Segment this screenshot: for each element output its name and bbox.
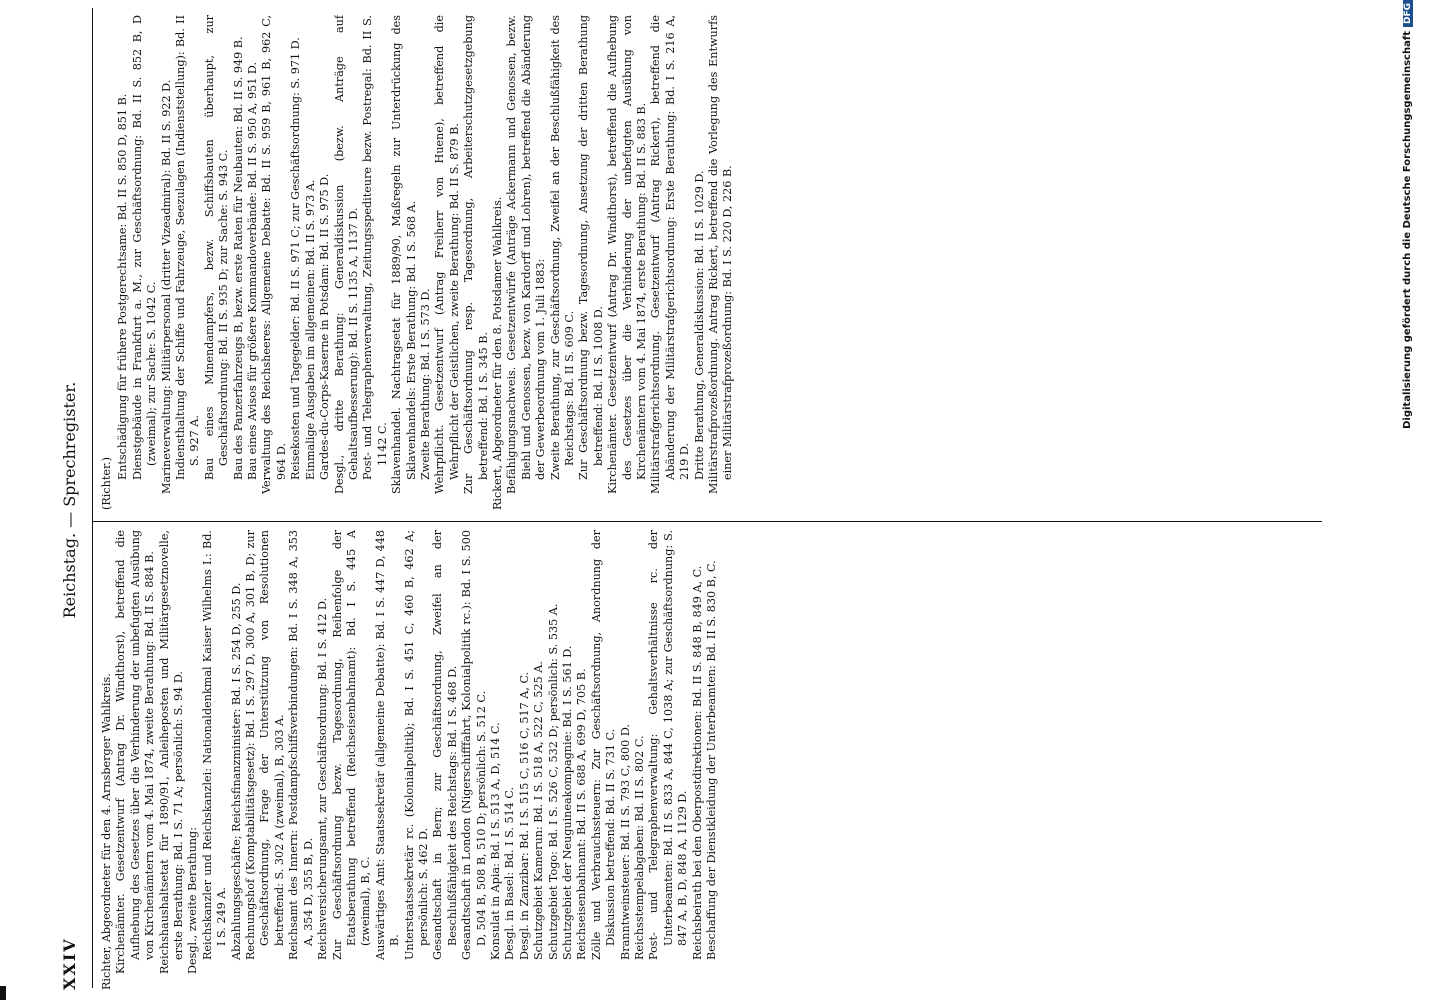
left-column [100, 530, 1315, 990]
index-entry: Kirchenämter. Gesetzentwurf (Antrag Dr. Windthorst), betreffend die Aufhebung des Gesetzes über die Verhinderung der unbefugten Ausübung von Kirchenämtern vom 4. Mai 1874, erste Berathung: Bd. II S. 883 B. [606, 15, 649, 494]
running-head: Reichstag. — Sprechregister. [60, 381, 79, 619]
index-entry: Beschaffung der Dienstkleidung der Unterbeamten: Bd. II S. 830 B, C. [705, 560, 719, 960]
index-entry: Post- und Telegraphenverwaltung, Zeitungsspediteure bezw. Postregal: Bd. II S. 1142 C. [361, 15, 389, 480]
index-entry: Reichskanzler und Reichskanzlei: Nationaldenkmal Kaiser Wilhelms I.: Bd. I S. 249 A. [200, 530, 229, 960]
index-entry: Gardes-du-Corps-Kaserne in Potsdam: Bd. II S. 975 D. [318, 173, 332, 480]
right-column [100, 15, 1315, 510]
index-entry: Reisekosten und Tagegelder: Bd. II S. 971 C; zur Geschäftsordnung: S. 971 D. [289, 37, 303, 480]
index-entry: Schutzgebiet Kamerun: Bd. I S. 518 A, 522 C, 525 A. [532, 661, 546, 960]
index-entry: Zur Geschäftsordnung bezw. Tagesordnung, Ansetzung der dritten Berathung betreffend: Bd. II S. 1008 D. [577, 15, 605, 480]
index-entry: Indiensthaltung der Schiffe und Fahrzeuge, Seezulagen (Indienststellung): Bd. II S. 927 A. [174, 15, 202, 480]
column-divider [92, 521, 1322, 522]
index-entry: Reichseisenbahnamt: Bd. II S. 688 A, 699 D, 705 B. [575, 668, 589, 960]
index-entry: Zur Geschäftsordnung bezw. Tagesordnung, Reihenfolge der Etatsberathung betreffend (Reichseisenbahnamt): Bd. I S. 445 A (zweimal), B, C. [330, 530, 373, 960]
index-entry: Zweite Berathung, zur Geschäftsordnung, Zweifel an der Beschlußfähigkeit des Reichstags: Bd. II S. 609 C. [548, 15, 576, 480]
credit-text: Digitalisierung gefördert durch die Deutsche Forschungsgemeinschaft [1402, 31, 1413, 429]
index-entry: Branntweinsteuer: Bd. II S. 793 C, 800 D. [618, 724, 632, 960]
index-entry: Desgl. in Basel: Bd. I S. 514 C. [503, 786, 517, 960]
index-entry: Kirchenämter. Gesetzentwurf (Antrag Dr. Windthorst), betreffend die Aufhebung des Gesetzes über die Verhinderung der unbefugten Ausübung von Kirchenämtern vom 4. Mai 1874, zweite Berathung: Bd. II S. 884 B. [114, 530, 157, 974]
index-entry: Militärstrafgerichtsordnung. Gesetzentwurf (Antrag Rickert), betreffend die Abänderung der Militärstrafgerichtsordnung: Erste Berathung: Bd. I S. 216 A, 219 D. [649, 15, 692, 494]
index-entry: Wehrpflicht. Gesetzentwurf (Antrag Freiherr von Huene), betreffend die Wehrpflicht der Geistlichen, zweite Berathung: Bd. II S. 879 B. [433, 15, 461, 494]
index-entry: Befähigungsnachweis. Gesetzentwürfe (Anträge Ackermann und Genossen, bezw. Biehl und Genossen, bezw. von Kardorff und Lohren), betreffend die Abänderung der Gewerbeordnung vom 1. Juli 1883: [505, 15, 548, 494]
index-entry: Konsulat in Apia: Bd. I S. 513 A, D, 514 C. [488, 722, 502, 960]
index-entry: Reichsstempelabgaben: Bd. II S. 802 C. [633, 735, 647, 960]
index-entry: Desgl., zweite Berathung: [186, 827, 200, 974]
index-entry: Militärstrafprozeßordnung. Antrag Rickert, betreffend die Vorlegung des Entwurfs einer Militärstrafprozeßordnung: Bd. I S. 220 D, 226 B. [707, 15, 735, 494]
index-entry: Rechnungshof (Komptabilitätsgesetz): Bd. I S. 297 D, 300 A, 301 B, D; zur Geschäftsordnung, Frage der Unterstützung von Resolutionen betreffend: S. 302 A (zweimal), B, 303 A. [244, 530, 286, 960]
index-entry: Sklavenhandel. Nachtragsetat für 1889/90, Maßregeln zur Unterdrückung des Sklavenhandels: Erste Berathung: Bd. I S. 568 A. [390, 15, 418, 494]
index-entry: Zur Geschäftsordnung resp. Tagesordnung, Arbeiterschutzgesetzgebung betreffend: Bd. I S. 345 B. [462, 15, 490, 494]
index-entry: Gesandtschaft in Bern; zur Geschäftsordnung, Zweifel an der Beschlußfähigkeit des Reichstags: Bd. I S. 468 D. [431, 530, 459, 960]
index-entry-heading: Richter, Abgeordneter für den 4. Arnsberger Wahlkreis. [100, 673, 113, 990]
index-entry: Zölle und Verbrauchssteuern: Zur Geschäftsordnung, Anordnung der Diskussion betreffend: Bd. II S. 731 C. [589, 530, 618, 960]
index-entry: Entschädigung für frühere Postgerechtsame: Bd. II S. 850 D, 851 B. [116, 93, 130, 480]
page-number: XXIV [60, 937, 79, 990]
dfg-logo: DFG [1403, 0, 1413, 27]
index-entry: Dritte Berathung, Generaldiskussion: Bd. II S. 1029 D. [692, 170, 706, 480]
index-entry: Schutzgebiet der Neuguineakompagnie: Bd. I S. 561 D. [561, 645, 574, 960]
index-entry: Zweite Berathung: Bd. I S. 573 D. [418, 288, 432, 480]
index-entry: Bau eines Avisos für größere Kommandoverbände: Bd. II S. 950 A, 951 D. [246, 61, 260, 480]
index-entry: Dienstgebäude in Frankfurt a. M., zur Geschäftsordnung: Bd. II S. 852 B, D (zweimal); zur Sache: S. 1042 C. [130, 15, 159, 480]
index-entry-heading: Rickert, Abgeordneter für den 8. Potsdamer Wahlkreis. [490, 196, 504, 510]
index-entry: Unterstaatssekretär rc. (Kolonialpolitik); Bd. I S. 451 C, 460 B, 462 A; persönlich: S. 462 D. [402, 530, 430, 960]
index-entry: Desgl. in Zanzibar: Bd. I S. 515 C, 516 C, 517 A, C. [517, 671, 531, 960]
header-rule [92, 8, 93, 988]
scan-edge-mark [0, 986, 6, 1000]
index-entry: Post- und Telegraphenverwaltung: Gehaltsverhältnisse rc. der Unterbeamten: Bd. II S. 833 A, 844 C, 1038 A; zur Geschäftsordnung: S. 847 A, B, D, 848 A, 1129 D. [647, 530, 690, 960]
index-entry: Reichshaushaltsetat für 1890/91, Anleiheposten und Militärgesetznovelle, erste Berathung: Bd. I S. 71 A; persönlich: S. 94 D. [157, 530, 186, 974]
index-entry: Verwaltung des Reichsheeres: Allgemeine Debatte: Bd. II S. 959 B, 961 B, 962 C, 964 D. [260, 15, 288, 494]
index-entry: Gesandtschaft in London (Nigerschifffahrt, Kolonialpolitik rc.): Bd. I S. 500 D, 504 B, 508 B, 510 D; persönlich: S. 512 C. [460, 530, 488, 960]
index-entry: Einmalige Ausgaben im allgemeinen: Bd. II S. 973 A. [303, 179, 317, 480]
index-entry: Bau eines Minendampfers, bezw. Schiffsbauten überhaupt, zur Geschäftsordnung: Bd. II S. 935 D; zur Sache: S. 943 C. [202, 15, 231, 480]
index-entry: Schutzgebiet Togo: Bd. I S. 526 C, 532 D; persönlich: S. 535 A. [546, 603, 560, 960]
page-header [60, 0, 90, 1000]
index-entry: Marineverwaltung: Militärpersonal (dritter Vizeadmiral): Bd. II S. 922 D. [159, 79, 173, 494]
index-entry: Reichsamt des Innern: Postdampfschiffsverbindungen: Bd. I S. 348 A, 353 A, 354 D, 355 B, D. [287, 530, 315, 960]
column-continuation-label: (Richter.) [100, 457, 113, 510]
index-entry: Abzahlungsgeschäfte; Reichsfinanzminister: Bd. I S. 254 D, 255 D. [229, 582, 243, 960]
index-entry: Auswärtiges Amt: Staatssekretär (allgemeine Debatte): Bd. I S. 447 D, 448 B. [373, 530, 402, 960]
index-entry: Reichsbeirath bei den Oberpostdirektionen: Bd. II S. 848 B, 849 A, C. [690, 565, 704, 960]
digitization-credit [1402, 0, 1413, 1000]
index-entry: Desgl., dritte Berathung: Generaldiskussion (bezw. Anträge auf Gehaltsaufbesserung): Bd. II S. 1135 A, 1137 D. [332, 15, 360, 494]
index-entry: Reichsversicherungsamt, zur Geschäftsordnung: Bd. I S. 412 D. [316, 597, 330, 960]
index-entry: Bau des Panzerfahrzeugs B, bezw. erste Raten für Neubauten: Bd. II S. 949 B. [231, 36, 245, 480]
